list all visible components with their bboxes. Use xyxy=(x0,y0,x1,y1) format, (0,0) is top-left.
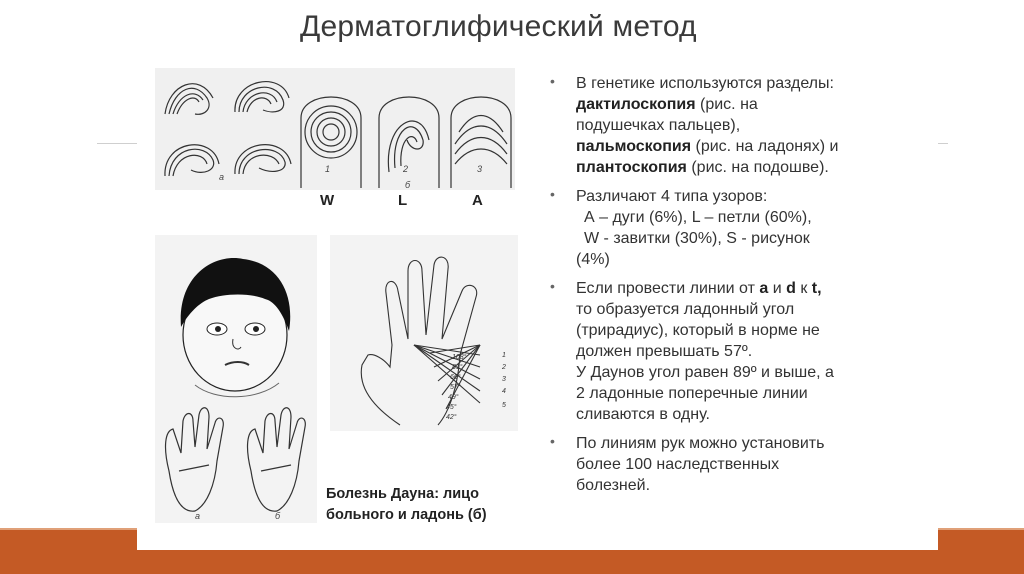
pattern-labels xyxy=(320,192,510,212)
svg-text:108°: 108° xyxy=(452,354,467,361)
figure-caption xyxy=(326,484,526,526)
face-and-hands-illustration xyxy=(155,235,317,523)
svg-text:49°: 49° xyxy=(448,394,459,401)
divider-right xyxy=(938,143,948,144)
hand-label-a: а xyxy=(195,511,201,521)
bullet-list xyxy=(548,73,928,504)
hand-label-b: б xyxy=(275,511,281,521)
caption-line-2: больного и ладонь (б) xyxy=(326,507,487,523)
svg-text:42°: 42° xyxy=(446,414,457,421)
finger-num-1: 1 xyxy=(325,164,331,174)
finger-num-3: 3 xyxy=(477,164,483,174)
label-a: а xyxy=(219,172,225,182)
svg-text:4: 4 xyxy=(502,388,506,395)
palm-diagram-figure xyxy=(330,235,518,431)
svg-text:57°: 57° xyxy=(450,384,461,391)
finger-num-2: 2 xyxy=(403,164,409,174)
svg-text:5: 5 xyxy=(502,402,506,409)
pattern-label-a: A xyxy=(472,192,483,209)
down-syndrome-figure xyxy=(155,235,317,523)
palm-diagram-illustration xyxy=(330,235,518,431)
fingerprints-illustration xyxy=(155,68,515,190)
svg-text:81°: 81° xyxy=(452,364,463,371)
bullet-genetics-sections: • В генетике используются разделы: дактилоскопия (рис. на подушечках пальцев), пальмоскопия (рис. на ладонях) и плантоскопия (рис. на подошве). xyxy=(550,73,839,176)
pattern-label-l: L xyxy=(398,192,408,209)
svg-text:1: 1 xyxy=(502,352,506,359)
bullet-pattern-types: • Различают 4 типа узоров: А – дуги (6%), L – петли (60%), W - завитки (30%), S - рисунок (4%) xyxy=(550,186,812,268)
bullet-dot: • xyxy=(550,433,555,449)
bullet-dot: • xyxy=(550,186,555,202)
svg-text:3: 3 xyxy=(502,376,506,383)
caption-line-1: Болезнь Дауна: лицо xyxy=(326,486,479,502)
label-b: б xyxy=(405,180,411,190)
bullet-dot: • xyxy=(550,278,555,294)
slide-title: Дерматоглифический метод xyxy=(300,10,697,43)
svg-text:45°: 45° xyxy=(446,404,457,411)
fingerprints-figure xyxy=(155,68,515,190)
bullet-dot: • xyxy=(550,73,555,89)
svg-text:2: 2 xyxy=(502,364,506,371)
pattern-label-w: W xyxy=(320,192,335,209)
svg-text:66°: 66° xyxy=(450,374,461,381)
divider-left xyxy=(97,143,137,144)
bullet-hereditary-diseases: • По линиям рук можно установить более 100 наследственных болезней. xyxy=(550,433,825,494)
bullet-palm-angle: • Если провести линии от а и d к t, то образуется ладонный угол (трирадиус), который в норме не должен превышать 57º. У Даунов угол равен 89º и выше, а 2 ладонные поперечные линии сливаются в одну. xyxy=(550,278,834,423)
